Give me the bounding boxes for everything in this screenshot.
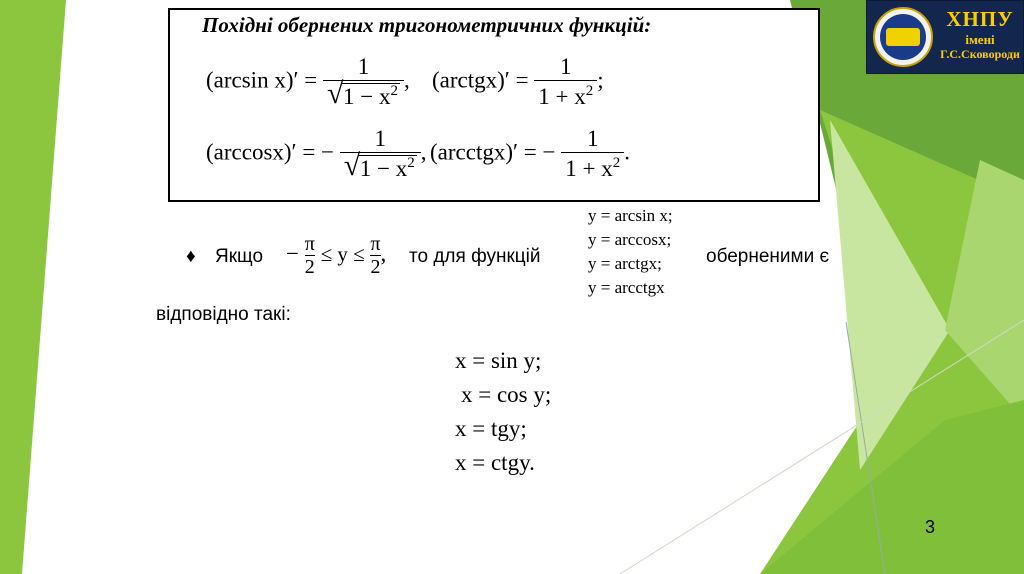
formula-arcctg: (arcctgx)′ = − $\frac{1}{1 + x^2}$ .	[430, 126, 630, 182]
function-list	[588, 204, 673, 300]
university-logo	[866, 0, 1024, 74]
page-number: 3	[925, 517, 936, 537]
function-arcctg: y = arcctgx	[588, 278, 665, 297]
arcctg-lhs: (arcctgx)′ = −	[430, 139, 556, 165]
left-green-stripe	[0, 0, 66, 574]
arccos-lhs: (arccosx)′ = −	[206, 139, 335, 165]
box-title: Похідні обернених тригонометричних функцій:	[202, 13, 652, 37]
formula-arctg: (arctgx)′ = $\frac{1}{1 + x^2}$ ;	[432, 54, 604, 110]
if-word: Якщо	[215, 246, 264, 267]
arccos-fraction: 1 √ $1 - x^2$	[340, 126, 421, 183]
function-arcsin: y = arcsin x;	[588, 206, 673, 225]
arcctg-fraction: $\frac{1}{1 + x^2}$	[561, 126, 624, 183]
logo-line3: Г.С.Сковороди	[940, 47, 1020, 61]
then-text: то для функцій	[409, 246, 541, 267]
arcsin-fraction: 1 √ $1 - x^2$	[323, 54, 404, 111]
logo-line2: імені	[965, 32, 995, 47]
inverse-sin: x = sin y;	[455, 348, 542, 373]
next-line-text: відповідно такі:	[156, 304, 291, 325]
bullet-icon: ♦	[186, 246, 196, 267]
arctg-lhs: (arctgx)′ =	[432, 67, 529, 93]
formula-arcsin: (arcsin x)′ = 1 √ $1 - x^2$ ,	[206, 54, 410, 111]
inverse-cos: x = cos y;	[461, 382, 552, 407]
condition-formula: − $\frac{\pi}{2}$ ≤ y ≤ $\frac{\pi}{2}$ ,	[286, 233, 387, 278]
university-seal-icon	[873, 7, 933, 67]
arcsin-lhs: (arcsin x)′ =	[206, 67, 318, 93]
logo-title: ХНПУ	[946, 7, 1014, 31]
function-arccos: y = arccosx;	[588, 230, 672, 249]
formula-arccos: (arccosx)′ = − 1 √ $1 - x^2$ ,	[206, 126, 427, 183]
inverse-text: оберненими є	[706, 246, 830, 267]
function-arctg: y = arctgx;	[588, 254, 662, 273]
inverse-tg: x = tgy;	[455, 416, 527, 441]
inverse-ctg: x = ctgy.	[455, 450, 535, 475]
arctg-fraction: $\frac{1}{1 + x^2}$	[534, 54, 597, 111]
